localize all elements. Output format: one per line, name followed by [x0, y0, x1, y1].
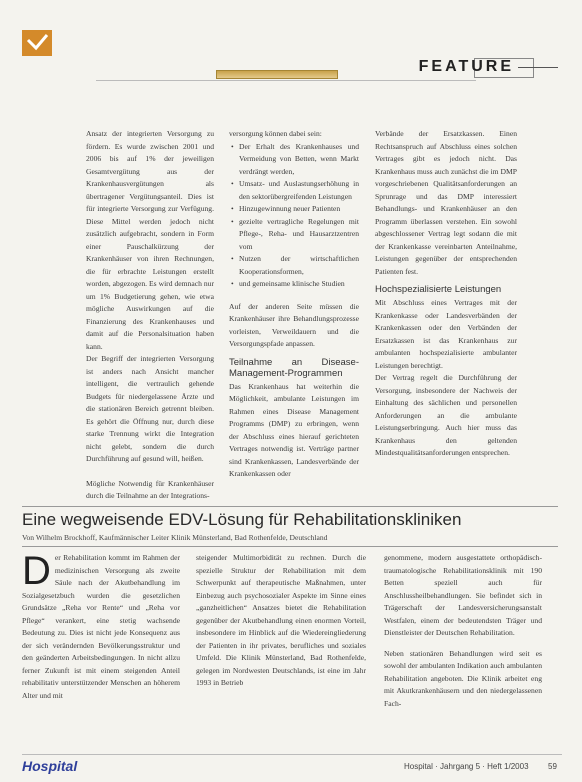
subheading-dmp: Teilnahme an Disease-Management-Programmen: [229, 356, 359, 379]
list-item: • Hinzugewinnung neuer Patienten: [239, 203, 359, 216]
article-col3-para-1: genommene, modern ausgestattete orthopädisch-traumatologische Rehabilitationsklinik mit 190 Betten speziell auch für Anschlussheilbehandlungen. Sie befindet sich in Trägerschaft der Landesversicherungsanstalt Westfalen, einem der bedeutendsten Träger und Dienstleister der Deutschen Rehabilitation.: [384, 553, 542, 637]
top-col3-para-3: Der Vertrag regelt die Durchführung der Versorgung, insbesondere der Nachweis der Einhaltung des sächlichen und personellen Anforderungen an die ambulante Leistungserbringung. Auch hier muss das Krankenhaus den geltenden Mindestqualitätsanforderungen entsprechen.: [375, 373, 517, 457]
section-label: [419, 56, 558, 78]
list-item: • gezielte vertragliche Regelungen mit Pflege-, Reha- und Hausarztzentren vom: [239, 216, 359, 254]
top-col1-para-1: Ansatz der integrierten Versorgung zu fördern. Es wurde zwischen 2001 und 2006 bis auf 1% der jeweiligen Gesamtvergütung aus der Krankenhausvergütungen als übertragener Vergütungsanteil. Dies ist für integrierte Versorgung zur Verfügung. Diese Mittel werden jedoch nicht zusätzlich aufgebracht, sondern in Form einer Pauschalkürzung der Krankenhäuser von ihren Rechnungen, die für erbrachte Leistungen erstellt worden, abgezogen. Es wird demnach nur um 1% Budgetierung gehen, wie etwa mögliche Auswirkungen auf die Finanzierung des Krankenhauses und damit auf die Personalsituation haben kann.: [86, 129, 214, 351]
article-byline: Von Wilhelm Brockhoff, Kaufmännischer Leiter Klinik Münsterland, Bad Rothenfelde, Deutschland: [22, 533, 328, 542]
benefit-list: [229, 141, 359, 291]
magazine-logo-mark-icon: [22, 30, 52, 56]
section-label-text: FEATURE: [418, 58, 514, 75]
article-title: Eine wegweisende EDV-Lösung für Rehabilitationskliniken: [22, 510, 462, 529]
top-col3-para-1: Verbände der Ersatzkassen. Einen Rechtsanspruch auf Abschluss eines solchen Vertrages gibt es jedoch nicht. Das Krankenhaus muss auch zunächst die im DMP vorgeschriebenen Qualitätsanforderungen an Sprunrage und das DMP interessiert Behandlungs- und Krankenhäuser an den Programm überlassen verstehen. Ein sowohl abgeschlossener Vertrag legt sodann die mit der Krankenkasse vereinbarten Anteilnahme, Leistungen gegenüber der entsprechenden Patienten fest.: [375, 129, 517, 276]
article-col1-text: er Rehabilitation kommt im Rahmen der medizinischen Versorgung als zweite Säule nach der Akutbehandlung im Sozialgesetzbuch wurden die gesetzlichen Grundsätze „Reha vor Rente“ und „Reha vor Pflege“ verankert, eine stetig wachsende Bedeutung zu. Dies ist nicht jede Konsequenz aus der sich verändernden Bevölkerungsstruktur und den geänderten Arbeitsbedingungen. In nicht allzu ferner Zukunft ist mit einem steigenden Anteil rehabilitativ unterstützender Menschen an höherem Alter und mit: [22, 553, 180, 700]
page-number: 59: [548, 762, 557, 771]
footer-divider: [22, 754, 562, 755]
article-rule-top: [22, 506, 558, 507]
article-column-3: [384, 552, 542, 748]
article-col3-para-2: Neben stationären Behandlungen wird seit es sowohl der ambulanten Indikation auch ambulanten Rehabilitation angeboten. Die Klinik arbeitet eng mit Akutkrankenhäusern und den niedergelassenen Fach-: [384, 648, 542, 708]
top-column-2: [229, 128, 359, 500]
list-item: • Umsatz- und Auslastungserhöhung in den sektorübergreifenden Leistungen: [239, 178, 359, 203]
list-item: • und gemeinsame klinische Studien: [239, 278, 359, 291]
list-item: • Nutzen der wirtschaftlichen Kooperationsformen,: [239, 253, 359, 278]
top-col2-intro: versorgung können dabei sein:: [229, 129, 322, 138]
header-divider: [96, 80, 476, 81]
top-col1-para-3: Mögliche Notwendig für Krankenhäuser durch die Teilnahme an der Integrations-: [86, 478, 214, 500]
footer-issue-info: Hospital · Jahrgang 5 · Heft 1/2003: [404, 762, 529, 771]
top-col1-para-2: Der Begriff der integrierten Versorgung ist anders nach Ansicht mancher intelligent, die vertraulich gehende Budgets für niedergelassene Ärzte und die stationären Bereich getrennt bleiben. Es gehört die Öffnung nur, durch diese starke Trennung wirkt die Integration nicht gelebt, sondern die durch Durchführung auf gesund will, heißen.: [86, 354, 214, 463]
top-col2-para: Auf der anderen Seite müssen die Krankenhäuser ihre Behandlungsprozesse vorleisten, Verweildauern und die Versorgungspfade anpassen.: [229, 301, 359, 348]
article-rule-bottom: [22, 546, 558, 547]
article-column-1: [22, 552, 180, 748]
drop-cap: D: [22, 552, 51, 593]
footer-logo: Hospital: [22, 758, 78, 774]
header-ornament-bar: [216, 70, 338, 79]
top-col3-para-2: Mit Abschluss eines Vertrages mit der Krankenkasse oder Landesverbänden der Krankenkassen oder den Verbänden der Ersatzkassen ist das Krankenhaus zur ambulanten hochspezialisierte ambulanter Leistungen berechtigt.: [375, 298, 517, 370]
top-col2-para-2: Das Krankenhaus hat weiterhin die Möglichkeit, ambulante Leistungen im Rahmen eines Disease Management Programms (DMP) zu erbringen, wenn der Abschluss eines hierauf gerichteten Vertrages notwendig ist. Verträge partner sind Krankenkassen, Landesverbände der Krankenkassen oder: [229, 381, 359, 478]
top-column-3: [375, 128, 517, 500]
subheading-specialized: Hochspezialisierte Leistungen: [375, 284, 502, 295]
list-item: • Der Erhalt des Krankenhauses und Vermeidung von Betten, wenn Markt verdrängt werden,: [239, 141, 359, 179]
section-label-line: [518, 67, 558, 68]
article-column-2: [196, 552, 366, 748]
article-col2-text: steigender Multimorbidität zu rechnen. Durch die spezielle Struktur der Rehabilitation mit dem Schwerpunkt auf therapeutische Maßnahmen, unter Einbezug auch psychosozialer Aspekte im Sinne eines „ganzheitlichen“ Ansatzes bietet die Rehabilitation gegenüber der Akutbehandlung einen enormen Vorteil, insbesondere im Hinblick auf die Wiedereingliederung der Patienten in ihr privates, berufliches und soziales Umfeld. Die Klinik Münsterland, Bad Rothenfelde, gelegen im Nordwesten Deutschlands, ist eine im Jahr 1993 in Betrieb: [196, 553, 366, 687]
top-column-1: [86, 128, 214, 500]
